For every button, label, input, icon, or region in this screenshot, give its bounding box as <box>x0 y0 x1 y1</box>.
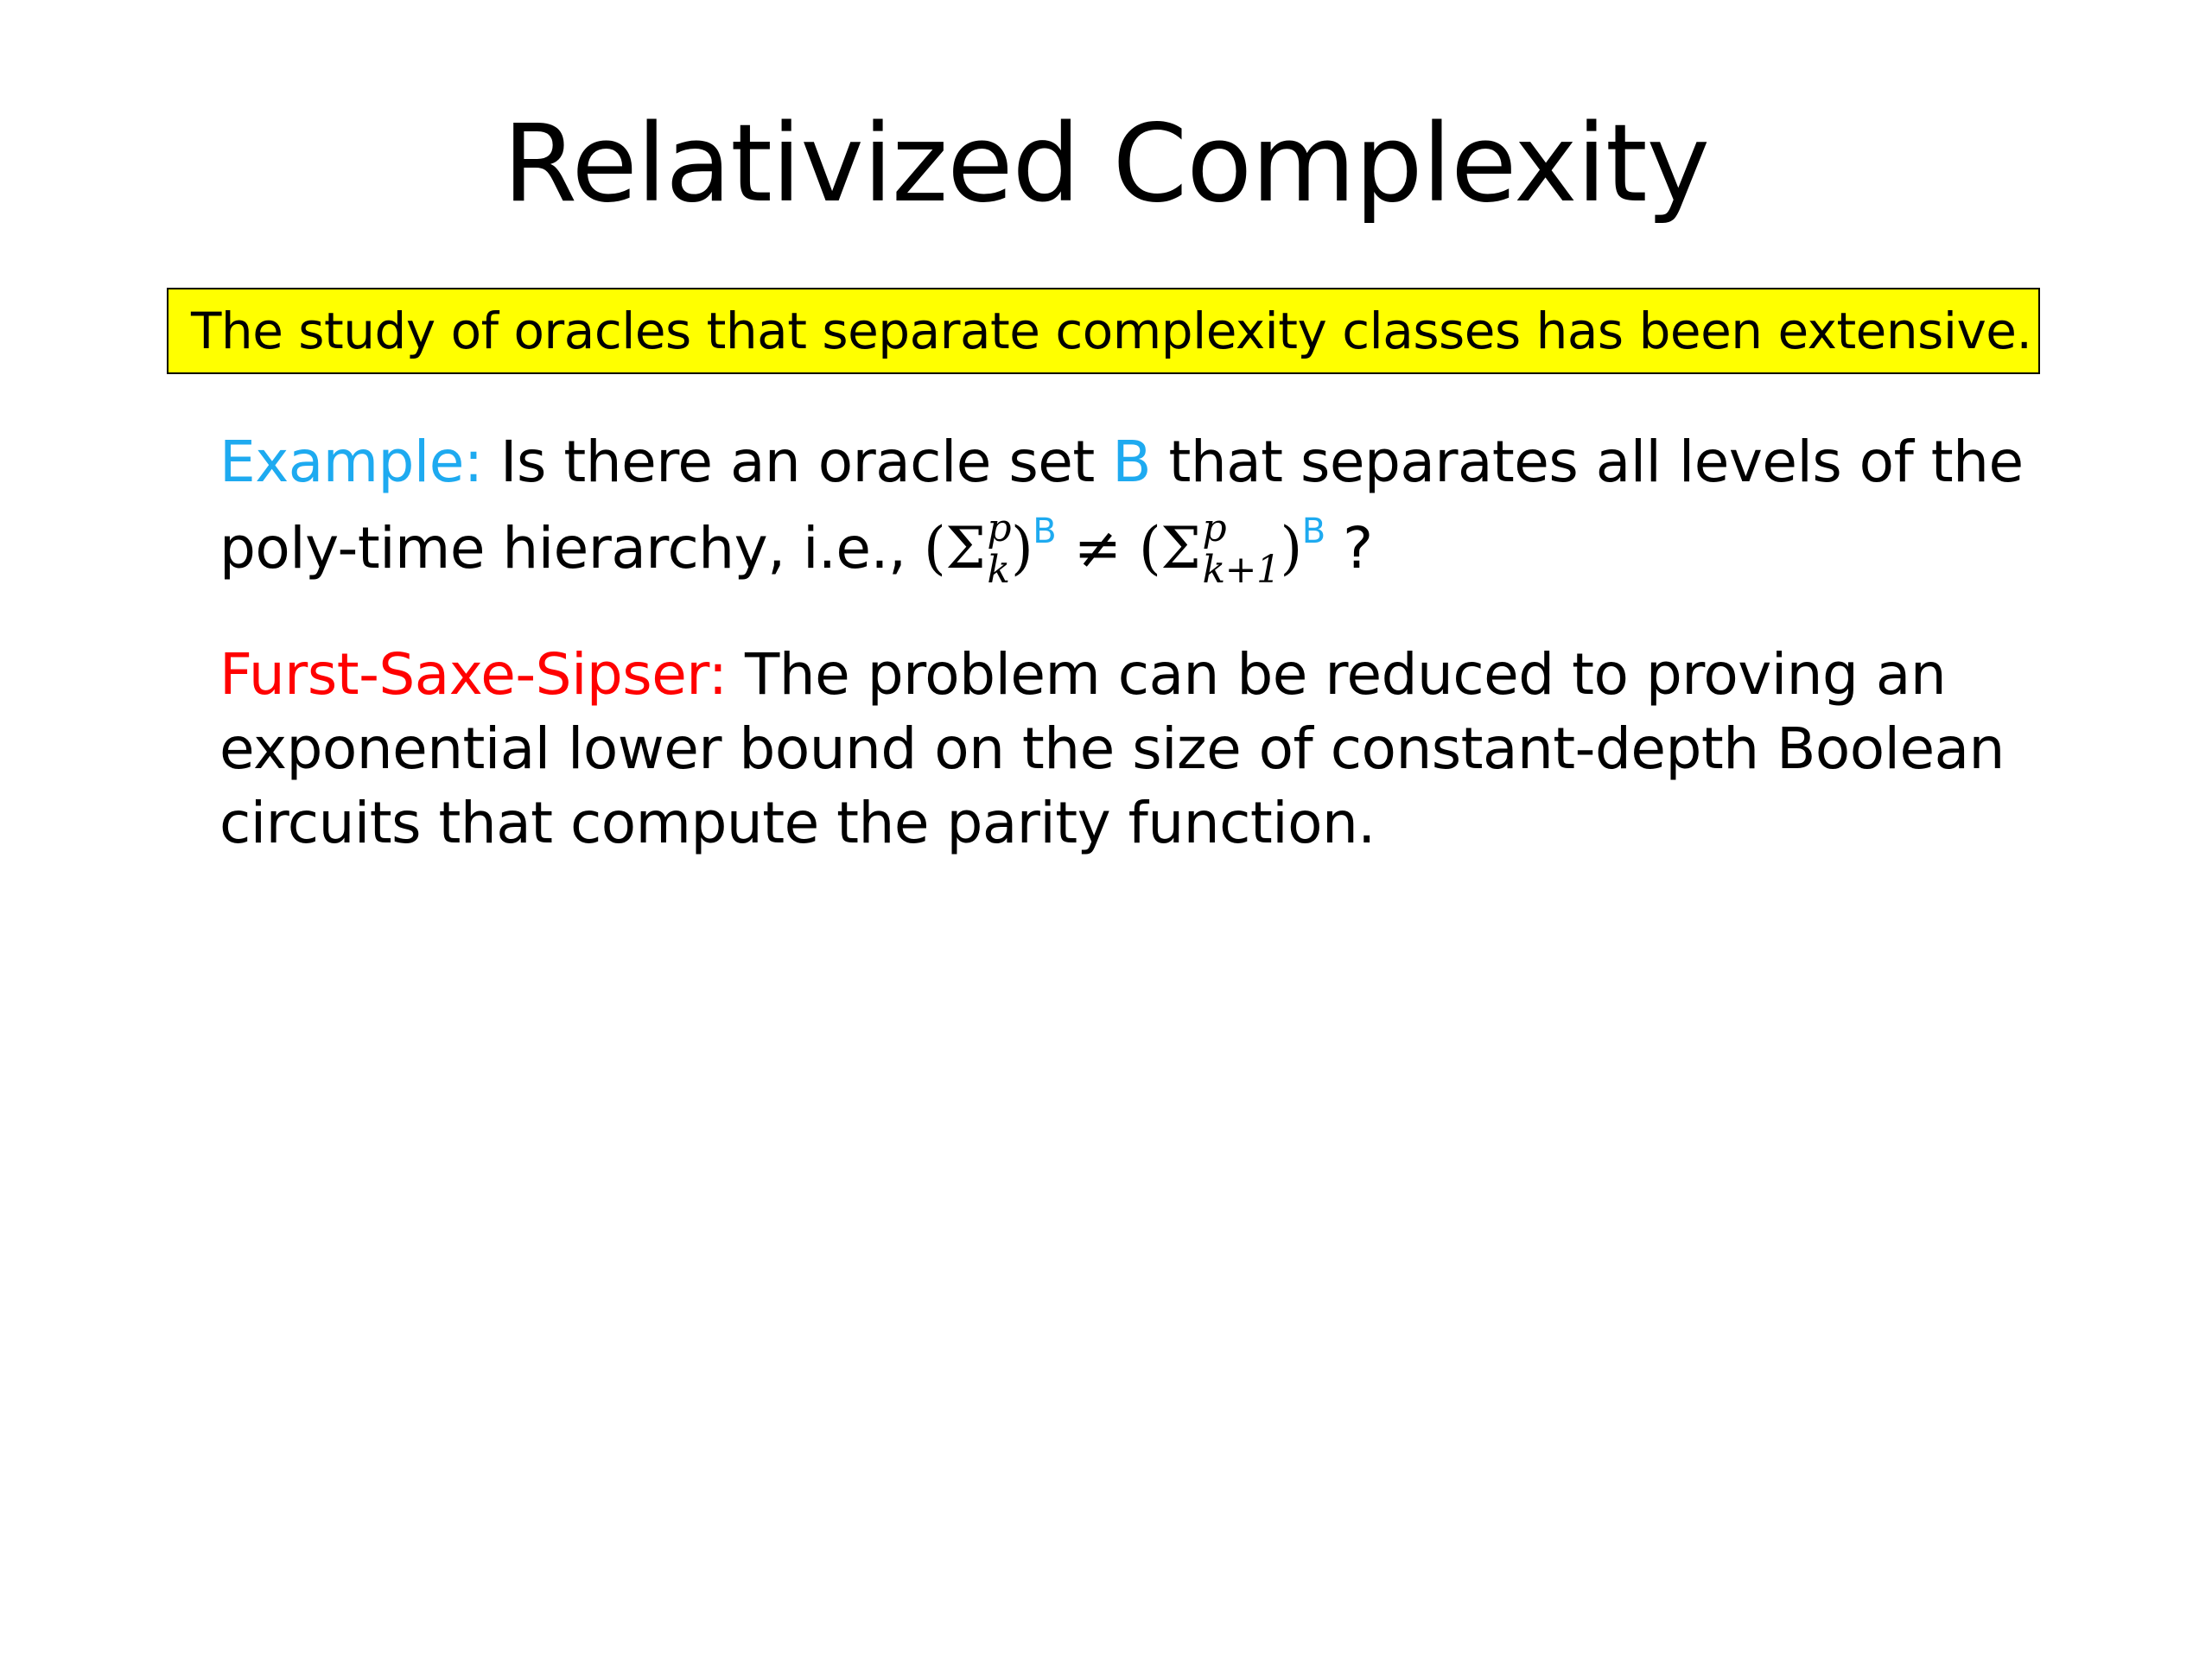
math-scripts-left <box>987 506 1012 592</box>
example-text-b: that separates all levels of the poly-time hierarchy, i.e., <box>219 429 2024 582</box>
math-sup-right: p <box>1202 506 1227 550</box>
math-open-right: ( <box>1139 515 1161 582</box>
example-paragraph <box>219 425 2069 593</box>
example-text-end: ? <box>1325 515 1373 582</box>
fss-paragraph <box>219 638 2069 861</box>
math-close-left: ) <box>1011 515 1033 582</box>
math-sup-left: p <box>987 506 1012 550</box>
highlight-box: The study of oracles that separate complexity classes has been extensive. <box>167 288 2040 374</box>
oracle-var: B <box>1112 429 1152 495</box>
math-sigma-left: Σ <box>945 515 986 582</box>
slide-title: Relativized Complexity <box>502 102 1710 226</box>
math-oracle-left: B <box>1033 512 1057 551</box>
math-sub-right: k+1 <box>1202 548 1281 592</box>
example-text-a: Is there an oracle set <box>482 429 1113 495</box>
example-lead: Example: <box>219 429 483 495</box>
math-sigma-right: Σ <box>1160 515 1201 582</box>
math-close-right: ) <box>1280 515 1302 582</box>
math-expression <box>923 506 1325 592</box>
math-scripts-right <box>1202 506 1281 592</box>
math-neq: ≠ <box>1056 515 1140 582</box>
fss-text: The problem can be reduced to proving an exponential lower bound on the size of constant-depth Boolean circuits that compute the parity function. <box>219 641 2005 856</box>
fss-lead: Furst-Saxe-Sipser: <box>219 641 728 708</box>
math-sub-left: k <box>987 548 1010 592</box>
math-open-left: ( <box>923 515 946 582</box>
math-oracle-right: B <box>1301 512 1325 551</box>
